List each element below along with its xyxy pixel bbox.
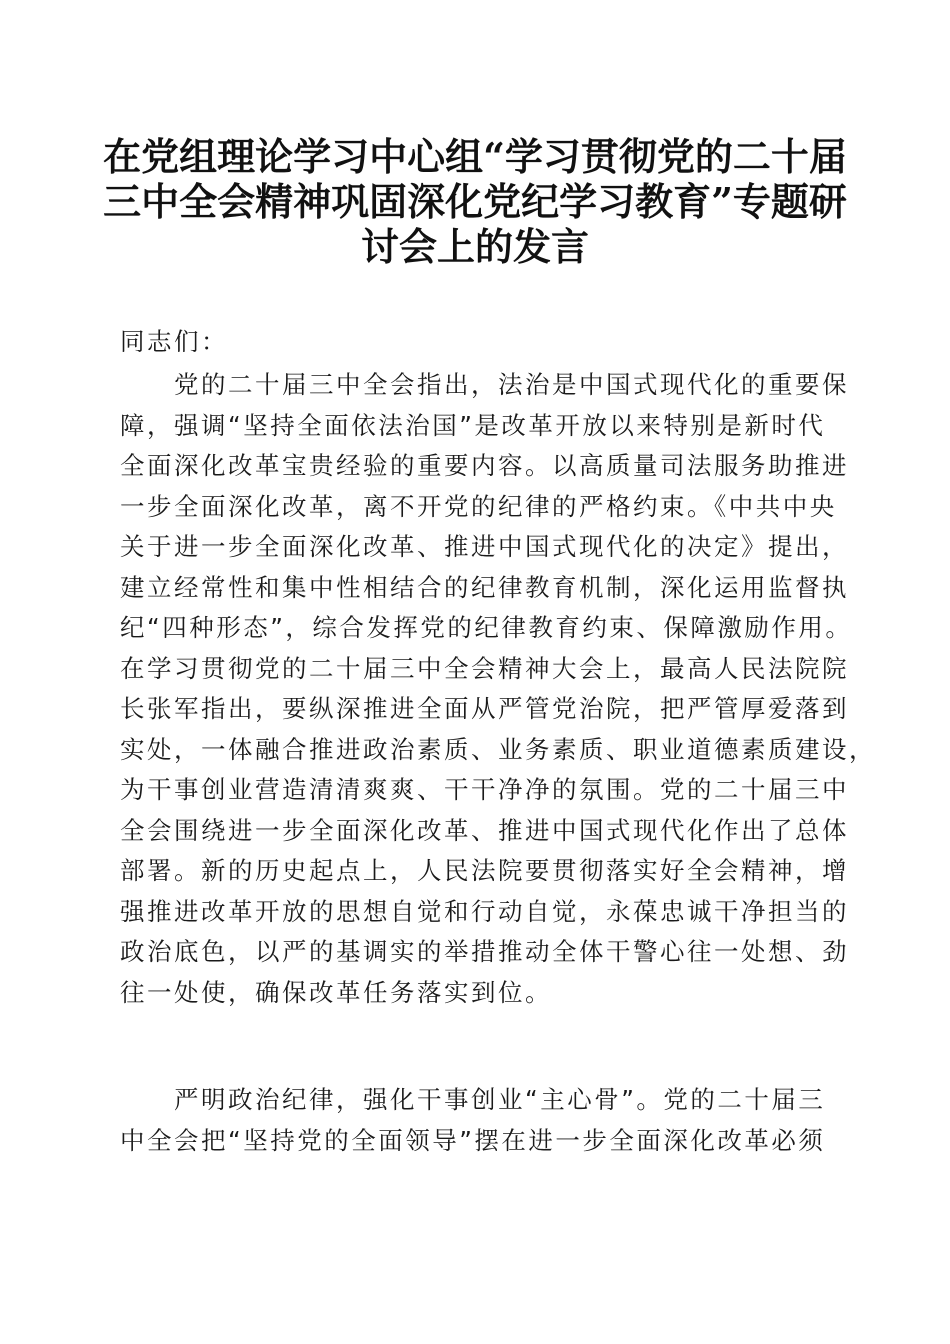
paragraph-line: 政治底色，以严的基调实的举措推动全体干警心往一处想、劲 [120, 937, 849, 966]
paragraph-line: 全面深化改革宝贵经验的重要内容。以高质量司法服务助推进 [120, 451, 849, 480]
paragraph-line: 长张军指出，要纵深推进全面从严管党治院，把严管厚爱落到 [120, 694, 849, 723]
paragraph-line: 纪“四种形态”，综合发挥党的纪律教育约束、保障激励作用。 [120, 613, 853, 642]
paragraph-line: 关于进一步全面深化改革、推进中国式现代化的决定》提出， [120, 532, 849, 561]
title-line: 三中全会精神巩固深化党纪学习教育”专题研 [103, 179, 847, 224]
paragraph-1 [120, 365, 876, 1013]
salutation-text: 同志们： [120, 327, 228, 356]
paragraph-line: 党的二十届三中全会指出，法治是中国式现代化的重要保 [120, 370, 849, 399]
paragraph-line: 强推进改革开放的思想自觉和行动自觉，永葆忠诚干净担当的 [120, 896, 849, 926]
title-line: 讨会上的发言 [360, 224, 589, 269]
paragraph-line: 在学习贯彻党的二十届三中全会精神大会上，最高人民法院院 [120, 653, 849, 683]
salutation [120, 322, 842, 363]
paragraph-line: 全会围绕进一步全面深化改革、推进中国式现代化作出了总体 [120, 815, 849, 845]
paragraph-line: 为干事创业营造清清爽爽、干干净净的氛围。党的二十届三中 [120, 775, 849, 804]
paragraph-line: 建立经常性和集中性相结合的纪律教育机制，深化运用监督执 [120, 572, 849, 602]
paragraph-line: 中全会把“坚持党的全面领导”摆在进一步全面深化改革必须 [120, 1125, 826, 1155]
paragraph-line: 障，强调“坚持全面依法治国”是改革开放以来特别是新时代 [120, 410, 826, 440]
paragraph-line: 往一处使，确保改革任务落实到位。 [120, 977, 552, 1007]
paragraph-line: 严明政治纪律，强化干事创业“主心骨”。党的二十届三 [120, 1085, 826, 1114]
paragraph-line: 实处，一体融合推进政治素质、业务素质、职业道德素质建设， [120, 734, 876, 764]
document-title [100, 134, 850, 269]
paragraph-2 [120, 1080, 842, 1161]
title-line: 在党组理论学习中心组“学习贯彻党的二十届 [103, 134, 847, 179]
paragraph-line: 一步全面深化改革，离不开党的纪律的严格约束。《中共中央 [120, 491, 837, 521]
paragraph-line: 部署。新的历史起点上，人民法院要贯彻落实好全会精神，增 [120, 856, 849, 885]
